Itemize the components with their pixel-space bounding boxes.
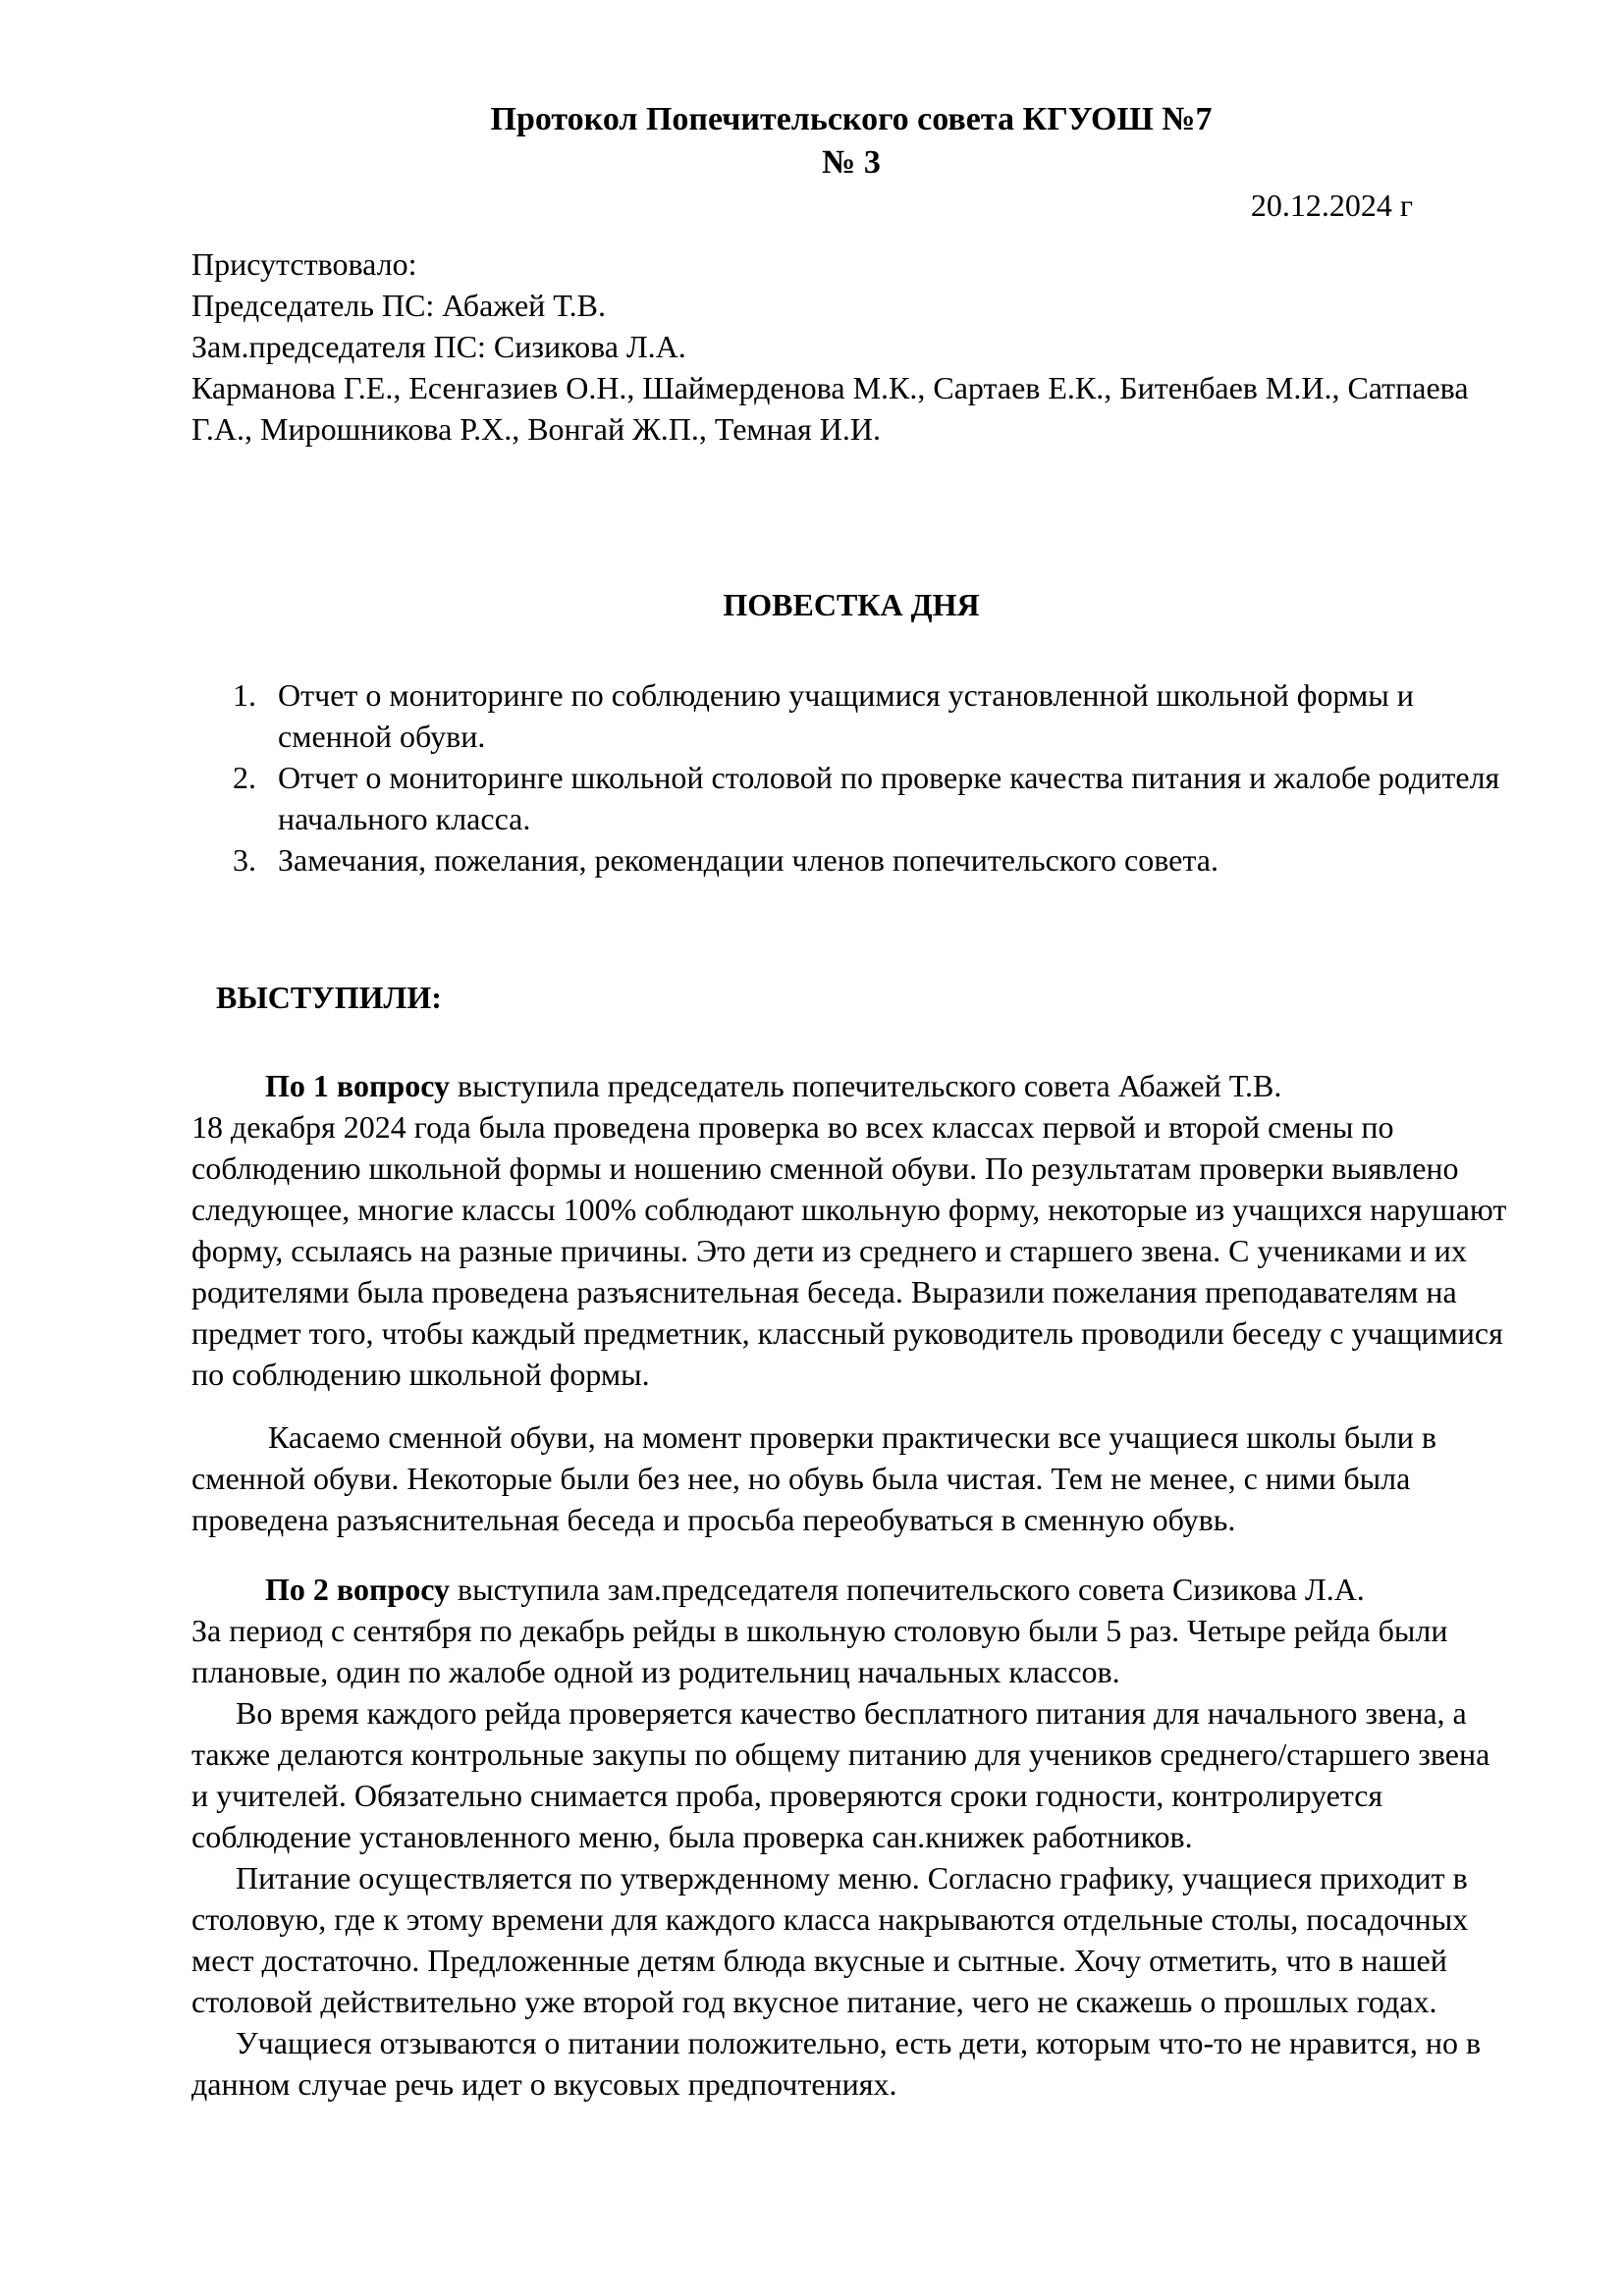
attendee-chairman: Председатель ПС: Абажей Т.В.: [191, 288, 606, 323]
agenda-list: [233, 674, 1511, 881]
document-date: 20.12.2024 г: [1250, 187, 1413, 223]
agenda-item-number: 2.: [233, 760, 256, 795]
question2-lead-rest: выступила зам.председателя попечительского совета Сизикова Л.А.: [449, 1572, 1365, 1607]
agenda-item-number: 1.: [233, 677, 256, 713]
question2-lead-bold: По 2 вопросу: [265, 1572, 450, 1607]
agenda-heading: ПОВЕСТКА ДНЯ: [723, 587, 980, 622]
question2-paragraph-4: Учащиеся отзываются о питании положительно, есть дети, которым что-то не нравится, но в данном случае речь идет о вкусовых предпочтениях.: [191, 2025, 1482, 2102]
question1-paragraph-1: 18 декабря 2024 года была проведена проверка во всех классах первой и второй смены по соблюдению школьной формы и ношению сменной обуви. По результатам проверки выявлено следующее, многие классы 100% соблюдают школьную форму, некоторые из учащихся нарушают форму, ссылаясь на разные причины. Это дети из среднего и старшего звена. С учениками и их родителями была проведена разъяснительная беседа. Выразили пожелания преподавателям на предмет того, чтобы каждый предметник, классный руководитель проводили беседу с учащимися по соблюдению школьной формы.: [191, 1109, 1507, 1392]
agenda-item: [233, 674, 1511, 757]
document-title: Протокол Попечительского совета КГУОШ №7: [490, 101, 1213, 137]
agenda-item-number: 3.: [233, 842, 256, 878]
attendees-label: Присутствовало:: [191, 246, 417, 282]
agenda-item: [233, 757, 1511, 839]
attendee-deputy: Зам.председателя ПС: Сизикова Л.А.: [191, 329, 686, 364]
question2-paragraph-3: Питание осуществляется по утвержденному меню. Согласно графику, учащиеся приходит в столовую, где к этому времени для каждого класса накрываются отдельные столы, посадочных мест достаточно. Предложенные детям блюда вкусные и сытные. Хочу отметить, что в нашей столовой действительно уже второй год вкусное питание, чего не скажешь о прошлых годах.: [191, 1860, 1469, 2019]
question1-lead: [191, 1065, 1511, 1106]
question2-paragraph-1: За период с сентября по декабрь рейды в школьную столовую были 5 раз. Четыре рейда были плановые, один по жалобе одной из родительниц начальных классов.: [191, 1613, 1448, 1689]
attendee-members: Карманова Г.Е., Есенгазиев О.Н., Шаймерденова М.К., Сартаев Е.К., Битенбаев М.И., Сатпаева Г.А., Мирошникова Р.Х., Вонгай Ж.П., Темная И.И.: [191, 370, 1469, 447]
question2-paragraph-2: Во время каждого рейда проверяется качество бесплатного питания для начального звена, а также делаются контрольные закупы по общему питанию для учеников среднего/старшего звена и учителей. Обязательно снимается проба, проверяются сроки годности, контролируется соблюдение установленного меню, была проверка сан.книжек работников.: [191, 1695, 1490, 1854]
question2-lead: [191, 1569, 1511, 1610]
speeches-heading: ВЫСТУПИЛИ:: [216, 980, 442, 1015]
question1-lead-rest: выступила председатель попечительского совета Абажей Т.В.: [449, 1068, 1282, 1103]
agenda-item: [233, 839, 1511, 881]
agenda-item-text: Отчет о мониторинге школьной столовой по проверке качества питания и жалобе родителя начального класса.: [278, 760, 1500, 836]
document-number: № 3: [822, 144, 881, 181]
question1-lead-bold: По 1 вопросу: [265, 1068, 450, 1103]
agenda-item-text: Отчет о мониторинге по соблюдению учащимися установленной школьной формы и сменной обуви.: [278, 677, 1414, 754]
question1-paragraph-2: Касаемо сменной обуви, на момент проверки практически все учащиеся школы были в сменной обуви. Некоторые были без нее, но обувь была чистая. Тем не менее, с ними была проведена разъяснительная беседа и просьба переобуваться в сменную обувь.: [191, 1419, 1436, 1537]
agenda-item-text: Замечания, пожелания, рекомендации членов попечительского совета.: [278, 842, 1218, 878]
